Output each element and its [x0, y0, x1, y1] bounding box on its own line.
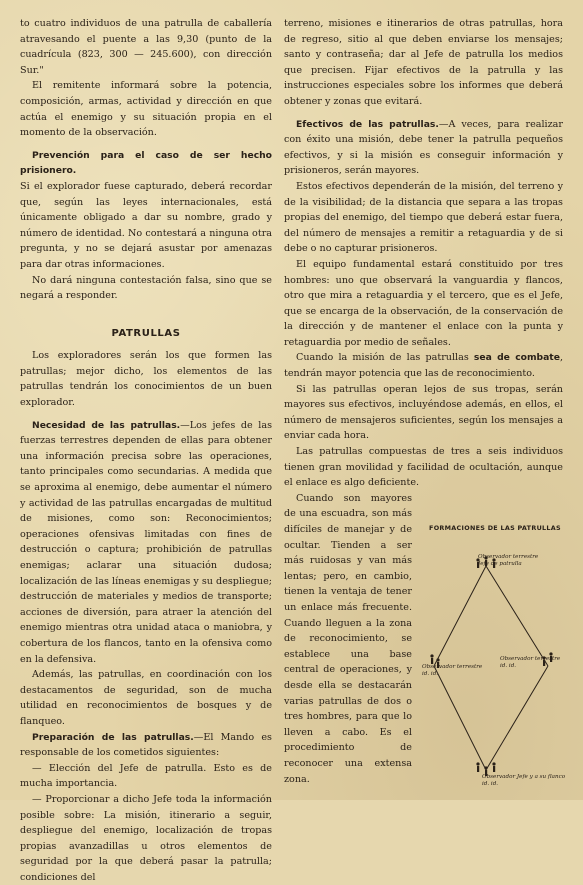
label-right: Observador terrestre id. id.	[500, 656, 561, 669]
paragraph: Los exploradores serán los que formen las patrullas; mejor dicho, los elementos de las patrullas tendrán los conocimientos de un buen explorador.	[20, 350, 272, 409]
paragraph: Las patrullas compuestas de tres a seis individuos tienen gran movilidad y facilidad de ocultación, aunque el enlace es algo deficiente.	[284, 446, 563, 489]
patrol-formation-diagram	[420, 524, 570, 794]
label-top: Observador terrestre Jefe de patrulla	[478, 554, 539, 567]
combat-paragraph	[284, 350, 563, 381]
paragraph: No dará ninguna contestación falsa, sino que se negará a responder.	[20, 274, 272, 302]
paragraph: El remitente informará sobre la potencia, composición, armas, actividad y dirección en que actúa el enemigo y su situación propia en el momento de la observación.	[20, 80, 272, 139]
paragraph: Además, las patrullas, en coordinación con los destacamentos de seguridad, son de mucha utilidad en reconocimientos de bosques y de flanqueo.	[20, 669, 272, 727]
paragraph: Si las patrullas operan lejos de sus tropas, serán mayores sus efectivos, incluyéndose además, en ellos, el número de mensajeros suficientes, según los mensajes a enviar cada hora.	[284, 383, 563, 442]
diagram-edge	[486, 666, 548, 770]
prevention-text: Si el explorador fuese capturado, deberá recordar que, según las leyes internacionales, está únicamente obligado a dar su nombre, grado y número de identidad. No contestará a ninguna otra pregunta, y no se dejará asustar por amenazas para dar otras informaciones.	[20, 180, 272, 270]
diagram-edge	[434, 666, 486, 770]
effectives-title: Efectivos de las patrullas.	[296, 118, 439, 130]
preparation-text: —El Mando es responsable de los cometidos siguientes:	[20, 731, 272, 759]
combat-text-pre: Cuando la misión de las patrullas	[296, 352, 474, 364]
preparation-paragraph	[20, 730, 272, 761]
necessity-text: —Los jefes de las fuerzas terrestres dependen de ellas para obtener una información precisa sobre las operaciones, tanto principales como secundarias. A medida que se aproxima al enemigo, debe aumentar el número y actividad de las patrullas encargadas de multitud de misiones, como son: Reconocimientos; operaciones ofensivas limitadas con fines de destrucción o captura; prohibición de patrullas enemigas; aclarar una situación dudosa; localización de las líneas enemigas y su despliegue; destrucción de materiales y medios de transporte; acciones de diversión, para atraer la atención del enemigo mientras otra unidad ataca o maniobra, y cobertura de los flancos, tanto en la ofensiva como en la defensiva.	[20, 419, 272, 665]
combat-text-post: , tendrán mayor potencia que las de reconocimiento.	[284, 352, 563, 380]
section-heading: PATRULLAS	[111, 327, 181, 339]
paragraph: terreno, misiones e itinerarios de otras patrullas, hora de regreso, sitio al que deben enviarse los mensajes; santo y contraseña; dar al Jefe de patrulla los medios que precisen. Fijar efectivos de la patrulla y las instrucciones especiales sobre los informes que deberá obtener y zonas que evitará.	[284, 18, 563, 107]
combat-bold: sea de combate	[473, 352, 560, 364]
figure-title: FORMACIONES DE LAS PATRULLAS	[429, 524, 561, 532]
effectives-paragraph	[284, 117, 563, 179]
label-left: Observador terrestre id. id.	[422, 664, 483, 677]
paragraph: El equipo fundamental estará constituido por tres hombres: uno que observará la vanguardia y flancos, otro que mira a retaguardia y el tercero, que es el Jefe, que se encarga de la observación, de la conservación de la dirección y de mantener el enlace con la punta y retaguardia por medio de señales.	[284, 258, 563, 348]
effectives-text: —A veces, para realizar con éxito una misión, debe tener la patrulla pequeños efectivos, y si la misión es conseguir información y prisioneros, serán mayores.	[284, 118, 563, 177]
diagram-edge	[434, 566, 486, 666]
prevention-paragraph	[20, 148, 272, 273]
label-bottom: Observador Jefe y a su flanco id. id.	[482, 774, 566, 787]
list-item: — Elección del Jefe de patrulla. Esto es de mucha importancia.	[20, 762, 272, 790]
paragraph: Cuando son mayores de una escuadra, son más difíciles de manejar y de ocultar. Tienden a ser más ruidosas y van más lentas; pero, en cambio, tienen la ventaja de tener un enlace más frecuente. Cuando lleguen a la zona de reconocimiento, se establece una base central de operaciones, y desde ella se destacarán varias patrullas de dos o tres hombres, para que lo lleven a cabo. Es el procedimiento de reconocer una extensa zona.	[284, 492, 412, 785]
diagram-edge	[486, 566, 548, 666]
list-item: — Proporcionar a dicho Jefe toda la información posible sobre: La misión, itinerario a seguir, despliegue del enemigo, localización de tropas propias avanzadillas u otros elementos de seguridad por la que deberá pasar la patrulla; condiciones del	[20, 793, 272, 883]
prevention-title: Prevención para el caso de ser hecho prisionero.	[20, 149, 272, 177]
necessity-paragraph	[20, 418, 272, 668]
left-column	[20, 16, 272, 885]
paragraph: to cuatro individuos de una patrulla de caballería atravesando el puente a las 9,30 (punto de la cuadrícula (823, 300 — 245.600), con dirección Sur."	[20, 18, 272, 76]
paragraph: Estos efectivos dependerán de la misión, del terreno y de la visibilidad; de la distancia que separa a las tropas propias del enemigo, del tiempo que deberá estar fuera, del número de mensajes a remitir a retaguardia y de si debe o no capturar prisioneros.	[284, 180, 563, 255]
necessity-title: Necesidad de las patrullas.	[32, 419, 181, 431]
preparation-title: Preparación de las patrullas.	[32, 731, 194, 743]
